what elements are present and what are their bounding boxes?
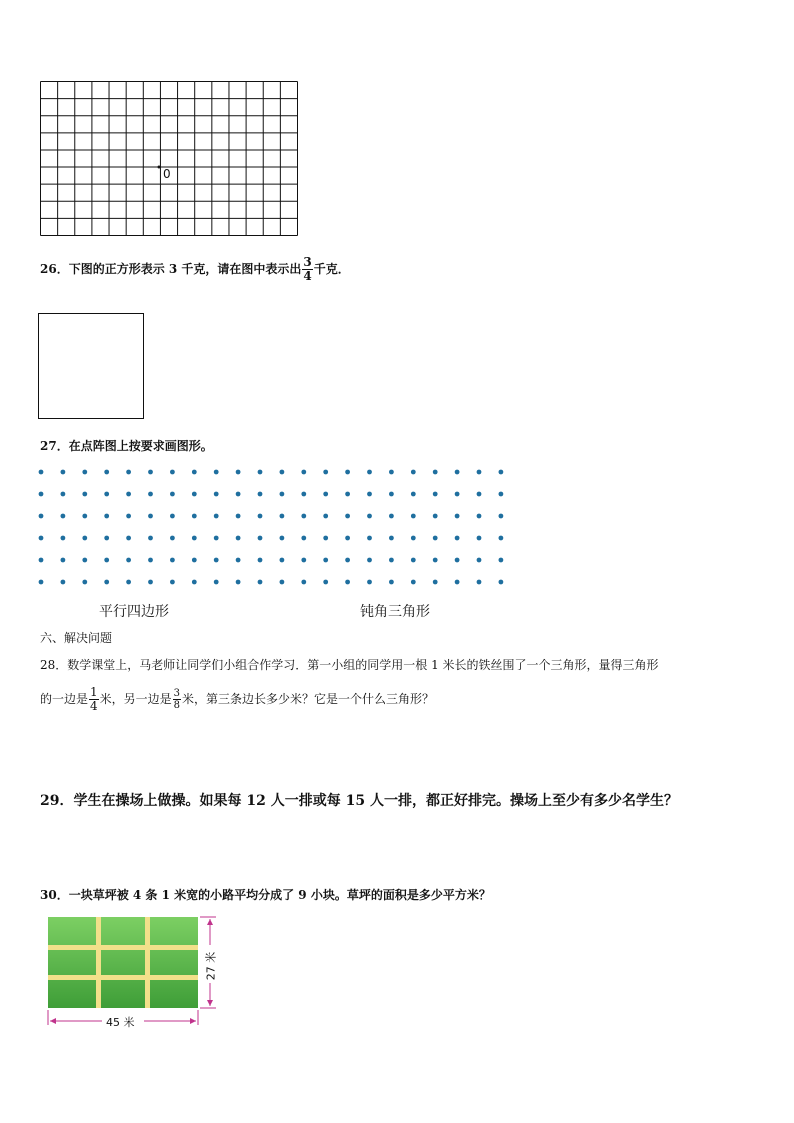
matrix-dot (170, 558, 175, 563)
matrix-dot (104, 492, 109, 497)
q28-number: 28． (40, 658, 68, 672)
matrix-dot (258, 536, 263, 541)
matrix-dot (499, 536, 504, 541)
matrix-dot (192, 580, 197, 585)
matrix-dot (258, 580, 263, 585)
matrix-dot (236, 580, 241, 585)
dot-matrix-svg (36, 466, 516, 590)
matrix-dot (499, 558, 504, 563)
matrix-dot (39, 536, 44, 541)
matrix-dot (301, 580, 306, 585)
matrix-dot (280, 492, 285, 497)
matrix-dot (236, 514, 241, 519)
matrix-dot (345, 536, 350, 541)
matrix-dot (280, 580, 285, 585)
lawn-area (48, 917, 198, 1008)
q28-fraction-2 (173, 688, 181, 711)
matrix-dot (148, 580, 153, 585)
matrix-dot (214, 492, 219, 497)
matrix-dot (433, 580, 438, 585)
matrix-dot (61, 514, 66, 519)
matrix-dot (455, 536, 460, 541)
matrix-dot (148, 558, 153, 563)
matrix-dot (82, 558, 87, 563)
matrix-dot (82, 492, 87, 497)
matrix-dot (170, 536, 175, 541)
matrix-dot (214, 580, 219, 585)
matrix-dot (367, 514, 372, 519)
matrix-dot (455, 580, 460, 585)
matrix-dot (280, 558, 285, 563)
matrix-dot (236, 492, 241, 497)
width-label: 45 米 (106, 1016, 135, 1029)
matrix-dot (214, 470, 219, 475)
matrix-dot (455, 470, 460, 475)
matrix-dot (455, 558, 460, 563)
q27-text: 在点阵图上按要求画图形。 (68, 439, 213, 453)
matrix-dot (411, 536, 416, 541)
matrix-dot (280, 536, 285, 541)
matrix-dot (258, 558, 263, 563)
matrix-dot (82, 514, 87, 519)
matrix-dot (82, 580, 87, 585)
matrix-dot (148, 536, 153, 541)
matrix-dot (148, 492, 153, 497)
matrix-dot (301, 536, 306, 541)
height-label: 27 米 (204, 951, 218, 981)
matrix-dot (126, 492, 131, 497)
matrix-dot (323, 536, 328, 541)
matrix-dot (323, 558, 328, 563)
matrix-dot (323, 580, 328, 585)
matrix-dot (214, 536, 219, 541)
matrix-dot (61, 492, 66, 497)
matrix-dot (192, 536, 197, 541)
matrix-dot (258, 514, 263, 519)
lawn-svg (44, 915, 224, 1030)
matrix-dot (389, 558, 394, 563)
matrix-dot (170, 492, 175, 497)
matrix-dot (477, 536, 482, 541)
question-26 (40, 256, 350, 283)
question-29 (40, 790, 678, 810)
matrix-dot (389, 580, 394, 585)
square-figure (38, 313, 144, 419)
matrix-dot (499, 514, 504, 519)
matrix-dot (411, 558, 416, 563)
matrix-dot (148, 470, 153, 475)
matrix-dot (61, 536, 66, 541)
matrix-dot (367, 558, 372, 563)
matrix-dot (301, 492, 306, 497)
matrix-dot (214, 558, 219, 563)
dot-matrix (36, 466, 516, 590)
q30-number: 30． (40, 888, 69, 902)
coordinate-grid (40, 81, 298, 236)
label-obtuse-triangle: 钝角三角形 (360, 604, 430, 620)
matrix-dot (126, 470, 131, 475)
q28-fraction-1 (89, 686, 99, 713)
matrix-dot (104, 580, 109, 585)
matrix-dot (477, 558, 482, 563)
section-heading: 六、解决问题 (40, 631, 113, 645)
matrix-dot (367, 470, 372, 475)
matrix-dot (389, 492, 394, 497)
matrix-dot (126, 536, 131, 541)
grid-svg (40, 81, 298, 236)
matrix-dot (280, 514, 285, 519)
matrix-dot (477, 514, 482, 519)
question-30 (40, 886, 491, 903)
matrix-dot (477, 470, 482, 475)
matrix-dot (39, 470, 44, 475)
q28-frac1-den: 4 (90, 699, 98, 713)
matrix-dot (323, 470, 328, 475)
matrix-dot (104, 558, 109, 563)
matrix-dot (170, 470, 175, 475)
matrix-dot (345, 558, 350, 563)
matrix-dot (345, 470, 350, 475)
q28-mid: 米，另一边是 (99, 692, 172, 706)
matrix-dot (39, 514, 44, 519)
matrix-dot (389, 536, 394, 541)
matrix-dot (214, 514, 219, 519)
matrix-dot (39, 492, 44, 497)
origin-point (158, 166, 161, 169)
q26-number: 26． (40, 262, 69, 276)
q30-text: 一块草坪被 4 条 1 米宽的小路平均分成了 9 小块。草坪的面积是多少平方米？ (68, 888, 491, 902)
matrix-dot (477, 580, 482, 585)
matrix-dot (236, 558, 241, 563)
lawn-figure (44, 915, 224, 1030)
matrix-dot (301, 514, 306, 519)
matrix-dot (433, 514, 438, 519)
q28-frac1-num: 1 (90, 685, 98, 699)
matrix-dot (411, 514, 416, 519)
matrix-dot (345, 492, 350, 497)
q28-frac2-den: 8 (173, 700, 181, 711)
matrix-dot (104, 470, 109, 475)
matrix-dot (104, 514, 109, 519)
matrix-dot (82, 536, 87, 541)
matrix-dot (345, 514, 350, 519)
q26-fraction-num: 3 (303, 255, 312, 269)
matrix-dot (367, 492, 372, 497)
question-28-line2 (40, 686, 434, 713)
matrix-dot (411, 492, 416, 497)
matrix-dot (301, 470, 306, 475)
q29-number: 29． (40, 793, 74, 809)
matrix-dot (411, 470, 416, 475)
matrix-dot (104, 536, 109, 541)
matrix-dot (433, 536, 438, 541)
matrix-dot (477, 492, 482, 497)
matrix-dot (148, 514, 153, 519)
matrix-dot (301, 558, 306, 563)
matrix-dot (367, 580, 372, 585)
matrix-dot (61, 580, 66, 585)
path-vertical-2 (145, 917, 150, 1008)
matrix-dot (39, 580, 44, 585)
question-28-line1 (40, 656, 659, 673)
matrix-dot (236, 536, 241, 541)
matrix-dot (82, 470, 87, 475)
matrix-dot (258, 470, 263, 475)
matrix-dot (170, 514, 175, 519)
matrix-dot (433, 470, 438, 475)
matrix-dot (389, 470, 394, 475)
matrix-dot (192, 492, 197, 497)
q28-prefix: 的一边是 (40, 692, 89, 706)
matrix-dot (61, 558, 66, 563)
q27-number: 27． (40, 439, 69, 453)
matrix-dot (345, 580, 350, 585)
matrix-dot (433, 492, 438, 497)
matrix-dot (389, 514, 394, 519)
path-vertical-1 (96, 917, 101, 1008)
matrix-dot (323, 514, 328, 519)
matrix-dot (258, 492, 263, 497)
matrix-dot (170, 580, 175, 585)
q28-suffix: 米，第三条边长多少米？它是一个什么三角形？ (182, 692, 435, 706)
q28-line1: 数学课堂上，马老师让同学们小组合作学习．第一小组的同学用一根 1 米长的铁丝围了一个三角形，量得三角形 (67, 658, 659, 672)
matrix-dot (455, 492, 460, 497)
path-horizontal-1 (48, 945, 198, 950)
q28-frac2-num: 3 (173, 688, 181, 699)
path-horizontal-2 (48, 975, 198, 980)
matrix-dot (433, 558, 438, 563)
matrix-dot (61, 470, 66, 475)
matrix-dot (499, 492, 504, 497)
q26-fraction (302, 256, 312, 283)
question-27 (40, 437, 213, 454)
matrix-dot (455, 514, 460, 519)
matrix-dot (192, 558, 197, 563)
matrix-dot (411, 580, 416, 585)
origin-label: 0 (163, 167, 171, 181)
matrix-dot (499, 580, 504, 585)
matrix-dot (236, 470, 241, 475)
matrix-dot (499, 470, 504, 475)
matrix-dot (126, 558, 131, 563)
q26-text-after: 千克． (313, 262, 350, 276)
q26-text: 下图的正方形表示 3 千克，请在图中表示出 (68, 262, 302, 276)
matrix-dot (126, 580, 131, 585)
matrix-dot (192, 470, 197, 475)
matrix-dot (39, 558, 44, 563)
matrix-dot (280, 470, 285, 475)
matrix-dot (126, 514, 131, 519)
q29-text: 学生在操场上做操。如果每 12 人一排或每 15 人一排，都正好排完。操场上至少有多少名学生？ (73, 793, 678, 809)
q26-fraction-den: 4 (303, 269, 312, 283)
matrix-dot (367, 536, 372, 541)
matrix-dot (192, 514, 197, 519)
label-parallelogram: 平行四边形 (99, 604, 169, 620)
matrix-dot (323, 492, 328, 497)
